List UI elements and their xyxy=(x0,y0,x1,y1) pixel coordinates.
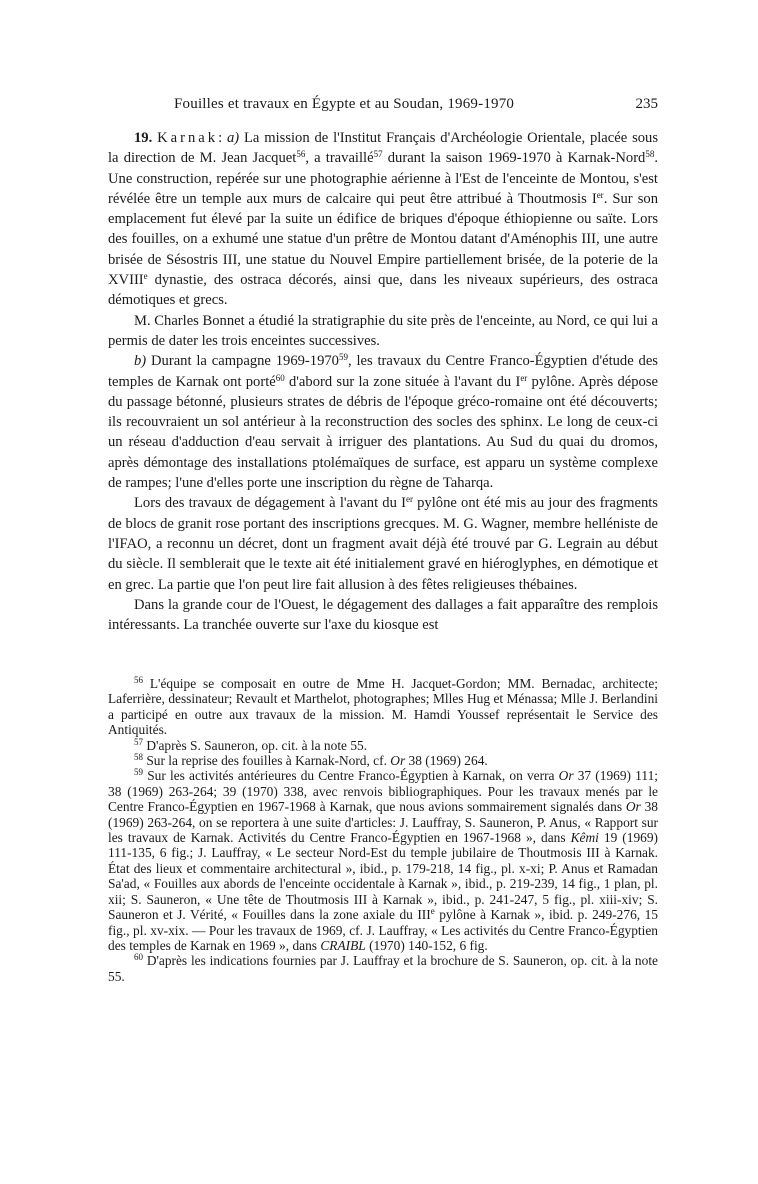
subsection-marker-b: b) xyxy=(134,353,147,370)
footnote-59 xyxy=(108,768,658,953)
paragraph-3 xyxy=(108,351,658,493)
ordinal-superscript: e xyxy=(430,906,435,917)
main-text xyxy=(108,128,658,635)
footnote-text: 38 (1969) 264. xyxy=(405,753,488,769)
footnote-ref-57[interactable]: 57 xyxy=(373,149,383,160)
footnote-text: 37 (1969) 111; 38 (1969) 263-264; 39 (1970) 338, avec renvois bibliographiques. Pour les travaux menés par le Centre Franco-Égyptien en 1967-1968 à Karnak, que nous avions sommairement signalés dans xyxy=(108,768,658,815)
text-run: . Sur son emplacement fut élevé par la suite un édifice de briques d'époque éthiopienne ou saïte. Lors des fouilles, on a exhumé une statue d'un prêtre de Montou datant d'Aménophis III, une autre brisée de Sésostris III, une statue du Nouvel Empire partiellement brisée, de la poterie de la XVIII xyxy=(108,190,658,289)
text-run: pylône ont été mis au jour des fragments de blocs de granit rose portant des inscriptions grecques. M. G. Wagner, membre helléniste de l'IFAO, a reconnu un décret, dont un fragment avait déjà été trouvé par G. Legrain au début du siècle. Il semblerait que le texte ait été initialement gravé en hiéroglyphes, en démotique et en grec. La partie que l'on peut lire fait allusion à des fêtes religieuses thébaines. xyxy=(108,495,658,593)
journal-abbrev: Or xyxy=(558,768,574,784)
footnote-text: pylône à Karnak », ibid. p. 249-276, 15 fig., pl. xv-xix. — Pour les travaux de 1969, cf. J. Lauffray, « Les activités du Centre Franco-Égyptien des temples de Karnak en 1969 », dans xyxy=(108,907,658,953)
text-run: d'abord sur la zone située à l'avant du I xyxy=(284,373,521,390)
footnote-ref-58[interactable]: 58 xyxy=(645,149,655,160)
footnote-number: 59 xyxy=(134,767,143,778)
journal-abbrev: CRAIBL xyxy=(320,937,366,953)
footnote-number: 60 xyxy=(134,952,143,963)
subsection-marker-a: a) xyxy=(226,130,240,146)
footnote-58 xyxy=(108,753,658,768)
text-run: La mission de l'Institut Français d'Archéologie Orientale, placée sous la direction de M. Jean Jacquet xyxy=(108,130,659,167)
journal-abbrev: Or xyxy=(390,753,406,769)
footnote-ref-59[interactable]: 59 xyxy=(338,352,348,363)
footnote-57 xyxy=(108,738,658,753)
section-title: Karnak xyxy=(157,130,219,146)
text-run: . Une construction, repérée sur une photographie aérienne à l'Est de l'enceinte de Montou, s'est révélée être un temple aux murs de calcaire qui peut être attribué à Thoutmosis I xyxy=(108,150,659,207)
footnote-56 xyxy=(108,676,658,738)
footnote-text: Sur la reprise des fouilles à Karnak-Nord, cf. xyxy=(146,753,391,769)
section-number: 19. xyxy=(134,130,153,146)
footnote-text: Sur les activités antérieures du Centre Franco-Égyptien à Karnak, on verra xyxy=(147,768,559,784)
ordinal-superscript: er xyxy=(520,372,528,383)
footnote-number: 56 xyxy=(134,675,143,685)
footnote-text: D'après les indications fournies par J. Lauffray et la brochure de S. Sauneron, op. cit. à la note 55. xyxy=(108,953,658,984)
ordinal-superscript: er xyxy=(405,494,413,505)
footnote-number: 57 xyxy=(134,736,143,747)
footnotes xyxy=(108,676,658,984)
text-run: Lors des travaux de dégagement à l'avant du I xyxy=(134,495,406,512)
footnote-text: 19 (1969) 111-135, 6 fig.; J. Lauffray, « Le secteur Nord-Est du temple jubilaire de Thoutmosis III à Karnak. État des lieux et commentaire architectural », ibid., p. 179-218, 14 fig., pl. x-xi; P. Anus et Ramadan Sa'ad, « Fouilles aux abords de l'enceinte occidentale à Karnak », ibid., p. 219-239, 14 fig., 1 plan, pl. xii; S. Sauneron, « Une tête de Thoutmosis III à Karnak », ibid., p. 241-247, 5 fig., pl. xiii-xiv; S. Sauneron et J. Vérité, « Fouilles dans la zone axiale du III xyxy=(108,830,658,923)
paragraph-4 xyxy=(108,493,658,594)
journal-abbrev: Or xyxy=(625,799,641,815)
footnote-text: D'après S. Sauneron, op. cit. à la note 55. xyxy=(146,737,368,753)
journal-abbrev: Kêmi xyxy=(570,830,599,846)
footnote-ref-56[interactable]: 56 xyxy=(296,149,306,160)
text-run: , a travaillé xyxy=(305,150,374,167)
footnote-text: L'équipe se composait en outre de Mme H. Jacquet-Gordon; MM. Bernadac, architecte; Laferrière, dessinateur; Revault et Marthelot, photographes; Mlles Hug et Ménassa; Mlle J. Berlandini a participé en outre aux travaux de la mission. M. Hamdi Youssef représentait le Service des Antiquités. xyxy=(108,676,658,738)
text-run: Durant la campagne 1969-1970 xyxy=(146,353,339,370)
text-run: , les travaux du Centre Franco-Égyptien d'étude des temples de Karnak ont porté xyxy=(108,353,658,390)
paragraph-1: 19. Karnak: a) La mission de l'Institut Français d'Archéologie Orientale, placée sous la direction de M. Jean Jacquet$^{56}$, a travaillé$^{57}$ durant la saison 1969-1970 à Karnak-Nord$^{58}$. Une construction, repérée sur une photographie aérienne à l'Est de l'enceinte de Montou, s'est révélée être un temple aux murs de calcaire qui peut être attribué à Thoutmosis Ier. Sur son emplacement fut élevé par la suite un édifice de briques d'époque éthiopienne ou saïte. Lors des fouilles, on a exhumé une statue d'un prêtre de Montou datant d'Aménophis III, une autre brisée de Sésostris III, une statue du Nouvel Empire partiellement brisée, de la poterie de la XVIIIe dynastie, des ostraca décorés, ainsi que, dans les niveaux supérieurs, des ostraca démotiques et grecs. xyxy=(108,130,659,309)
paragraph-2: M. Charles Bonnet a étudié la stratigraphie du site près de l'enceinte, au Nord, ce qui lui a permis de dater les trois enceintes successives. xyxy=(108,312,658,349)
footnote-number: 58 xyxy=(134,752,143,763)
page-number: 235 xyxy=(635,96,658,112)
ordinal-superscript: er xyxy=(596,189,604,200)
ordinal-superscript: e xyxy=(143,271,148,282)
paragraph-5: Dans la grande cour de l'Ouest, le dégagement des dallages a fait apparaître des remplois intéressants. La tranchée ouverte sur l'axe du kiosque est xyxy=(108,596,658,634)
footnote-text: 38 (1969) 263-264, on se reportera à une suite d'articles: J. Lauffray, S. Sauneron, P. Anus, « Rapport sur les travaux de Karnak. Activités du Centre Franco-Égyptien en 1967-1968 », dans xyxy=(108,799,658,846)
footnote-text: (1970) 140-152, 6 fig. xyxy=(365,937,488,953)
footnote-ref-60[interactable]: 60 xyxy=(275,372,285,383)
text-run: durant la saison 1969-1970 à Karnak-Nord xyxy=(382,150,646,167)
running-title: Fouilles et travaux en Égypte et au Soudan, 1969-1970 xyxy=(174,96,515,112)
footnote-60 xyxy=(108,953,658,984)
text-run: dynastie, des ostraca décorés, ainsi que, dans les niveaux supérieurs, des ostraca démotiques et grecs. xyxy=(108,272,658,309)
text-run: pylône. Après dépose du passage bétonné, plusieurs strates de débris de l'époque gréco-romaine ont été découverts; ils recouvraient un sol antérieur à la reconstruction des socles des sphinx. Le long de ceux-ci un réseau d'adduction d'eau servait à irriguer des plantations. Au Sud du quai du dromos, après démontage des installations ptolémaïques de surface, est apparu un système complexe de rampes; l'une d'elles porte une inscription du règne de Taharqa. xyxy=(108,373,658,492)
